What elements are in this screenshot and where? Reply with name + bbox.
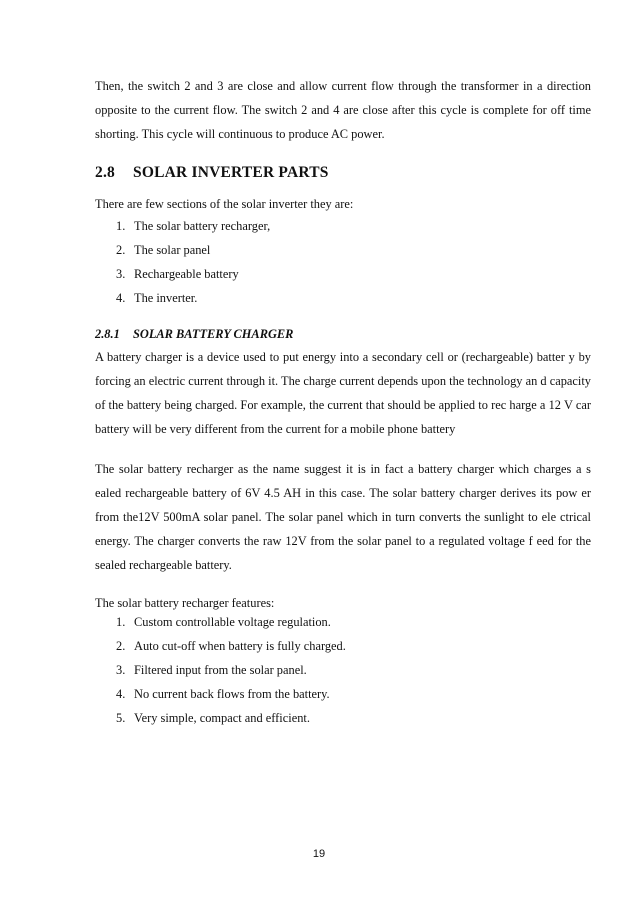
list-item: 4. The inverter.: [116, 291, 198, 305]
features-list: [116, 610, 346, 730]
section-heading: [95, 164, 329, 182]
subsection-title: SOLAR BATTERY CHARGER: [133, 327, 294, 341]
list-item: 2. Auto cut-off when battery is fully charged.: [116, 639, 346, 653]
list-item: 3. Filtered input from the solar panel.: [116, 663, 307, 677]
list-item: 2. The solar panel: [116, 243, 211, 257]
intro-paragraph: Then, the switch 2 and 3 are close and allow current flow through the transformer in a direction opposite to the current flow. The switch 2 and 4 are close after this cycle is complete for off time shorting. This cycle will continuous to produce AC power.: [95, 79, 591, 141]
features-intro: The solar battery recharger features:: [95, 596, 275, 610]
list-item: 5. Very simple, compact and efficient.: [116, 711, 310, 725]
section-intro: There are few sections of the solar inverter they are:: [95, 197, 354, 211]
section-number: 2.8: [95, 164, 115, 181]
charger-paragraph-1: A battery charger is a device used to put energy into a secondary cell or (rechargeable) batter y by forcing an electric current through it. The charge current depends upon the technology an d capacity of the battery being charged. For example, the current that should be applied to rec harge a 12 V car battery will be very different from the current for a mobile phone battery: [95, 350, 591, 436]
charger-paragraph-2: The solar battery recharger as the name suggest it is in fact a battery charger which charges a s ealed rechargeable battery of 6V 4.5 AH in this case. The solar battery charger derives its pow er from the12V 500mA solar panel. The solar panel which in turn converts the sunlight to ele ctrical energy. The charger converts the raw 12V from the solar panel to a regulated voltage f eed for the sealed rechargeable battery.: [95, 462, 591, 572]
list-item: 4. No current back flows from the battery.: [116, 687, 330, 701]
subsection-heading: [95, 327, 293, 342]
section-parts-list: [116, 214, 270, 310]
list-item: 1. The solar battery recharger,: [116, 219, 271, 233]
subsection-number: 2.8.1: [95, 327, 120, 341]
list-item: 3. Rechargeable battery: [116, 267, 239, 281]
section-title: SOLAR INVERTER PARTS: [133, 164, 329, 181]
list-item: 1. Custom controllable voltage regulation.: [116, 615, 331, 629]
page-number: 19: [312, 848, 326, 860]
